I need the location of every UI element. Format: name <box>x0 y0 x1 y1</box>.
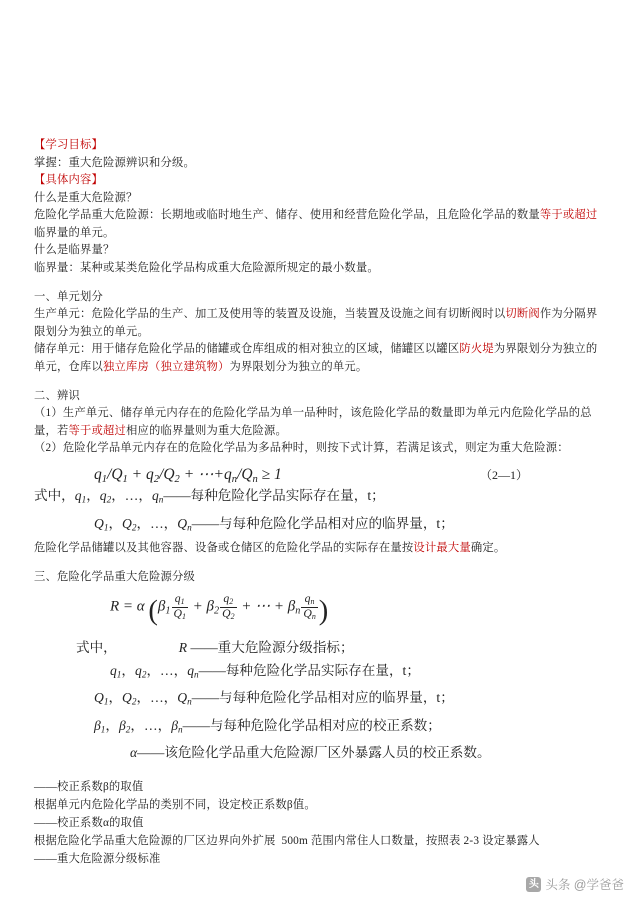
definition-alpha: α——该危险化学品重大危险源厂区外暴露人员的校正系数。 <box>130 745 491 761</box>
s1p2-mid: 为界限划分为独立的单元，仓库以 <box>34 343 598 373</box>
definition-beta: $\beta_1$，$\beta_2$，…，$\beta_n——$与每种危险化学品相对应的校正系数； <box>94 717 441 735</box>
section-2-paragraph-2: （2）危险化学品单元内存在的危险化学品为多品种时，则按下式计算，若满足该式，则定为重大危险源： <box>34 442 569 454</box>
definition-Q: $Q_1$，$Q_2$，…，$Q_n——$与每种危险化学品相对应的临界量，t； <box>94 690 454 707</box>
s1p1-highlight: 切断阀 <box>505 308 540 320</box>
s2p3-post: 确定。 <box>470 541 506 554</box>
formula-2-1: $q_1/Q_1 + q_2/Q_2$ + $\cdots+q_n/Q_n \ge 1$ <box>94 465 282 485</box>
study-goal-text: 掌握：重大危险源辨识和分级。 <box>34 156 195 169</box>
note-alpha-heading: ——校正系数α的取值 <box>34 817 144 830</box>
formula-2-1-var-Q: $Q_1$，$Q_2$，…，$Q_n——$与每种危险化学品相对应的临界量，t； <box>94 516 454 533</box>
s1p2-pre: 储存单元：用于储存危险化学品的储罐或仓库组成的相对独立的区域，储罐区以罐区 <box>34 343 460 355</box>
s1p1-post: 作为分隔界限划分为独立的单元。 <box>34 308 598 338</box>
section-1-paragraph-1 <box>34 306 606 341</box>
definition-q: $q_1$，$q_2$，…，$q_n——$每种危险化学品实际存在量，t； <box>110 662 420 680</box>
watermark-logo-icon: 头 <box>526 877 541 892</box>
watermark-text: 头条 @学爸爸 <box>545 878 624 892</box>
watermark <box>526 875 624 893</box>
section-2-paragraph-1 <box>34 405 606 440</box>
definition-label: 式中， <box>76 639 117 655</box>
section-3-heading: 三、危险化学品重大危险源分级 <box>34 571 195 584</box>
note-beta-text: 根据单元内危险化学品的类别不同，设定校正系数β值。 <box>34 799 316 812</box>
note-alpha-text: 根据危险化学品重大危险源的厂区边界向外扩展 500m 范围内常住人口数量，按照表 2-3 设定暴露人 <box>34 835 540 848</box>
answer-major-hazard-pre: 危险化学品重大危险源：长期地或临时地生产、储存、使用和经营危险化学品，且危险化学品的数量 <box>34 209 540 221</box>
formula-2-1-number: （2—1） <box>479 467 528 482</box>
section-1-heading: 一、单元划分 <box>34 291 103 303</box>
answer-threshold: 临界量：某种或某类危险化学品构成重大危险源所规定的最小数量。 <box>34 261 379 274</box>
s1p2-highlight-1: 防火堤 <box>459 343 494 355</box>
formula-2-1-var-q: 式中，$q_1$，$q_2$，…，$q_n——$每种危险化学品实际存在量，t； <box>34 488 385 506</box>
s2p3-highlight: 设计最大量 <box>413 541 471 554</box>
note-grading-standard: ——重大危险源分级标准 <box>34 853 161 866</box>
definition-row-R <box>34 636 606 659</box>
question-threshold: 什么是临界量？ <box>34 244 115 256</box>
section-1-paragraph-2 <box>34 341 606 376</box>
s1p1-pre: 生产单元：危险化学品的生产、加工及使用等的装置及设施，当装置及设施之间有切断阀时以 <box>34 308 506 320</box>
answer-major-hazard <box>34 207 606 242</box>
s1p2-post: 为界限划分为独立的单元。 <box>229 360 368 373</box>
s1p2-highlight-2: 独立库房（独立建筑物） <box>102 360 230 373</box>
document-body <box>34 128 606 868</box>
content-label: 【具体内容】 <box>34 174 103 186</box>
section-2-paragraph-3 <box>34 540 606 558</box>
answer-major-hazard-highlight: 等于或超过 <box>539 209 598 221</box>
section-2-heading: 二、辨识 <box>34 390 80 402</box>
note-beta-heading: ——校正系数β的取值 <box>34 781 144 794</box>
formula-grading: R = α ($\beta_1$ $\frac{q_1}{Q_1}$ + $\beta_2$ $\frac{q_2}{Q_2}$ + ⋯ + $\beta_n$ $\frac{q_n}{Q_n}$ ) <box>110 592 329 627</box>
s2p3-pre: 危险化学品储罐以及其他容器、设备或仓储区的危险化学品的实际存在量按 <box>34 541 414 554</box>
s2p1-pre: （1）生产单元、储存单元内存在的危险化学品为单一品种时，该危险化学品的数量即为单元内危险化学品的总量，若 <box>34 407 592 437</box>
question-major-hazard: 什么是重大危险源？ <box>34 191 138 204</box>
study-goal-label: 【学习目标】 <box>34 139 103 151</box>
answer-major-hazard-post: 临界量的单元。 <box>34 226 115 239</box>
s2p1-highlight: 等于或超过 <box>68 424 126 437</box>
definition-R: R ——重大危险源分级指标； <box>178 639 354 655</box>
s2p1-post: 相应的临界量则为重大危险源。 <box>126 424 287 437</box>
formula-2-1-row <box>34 465 606 485</box>
